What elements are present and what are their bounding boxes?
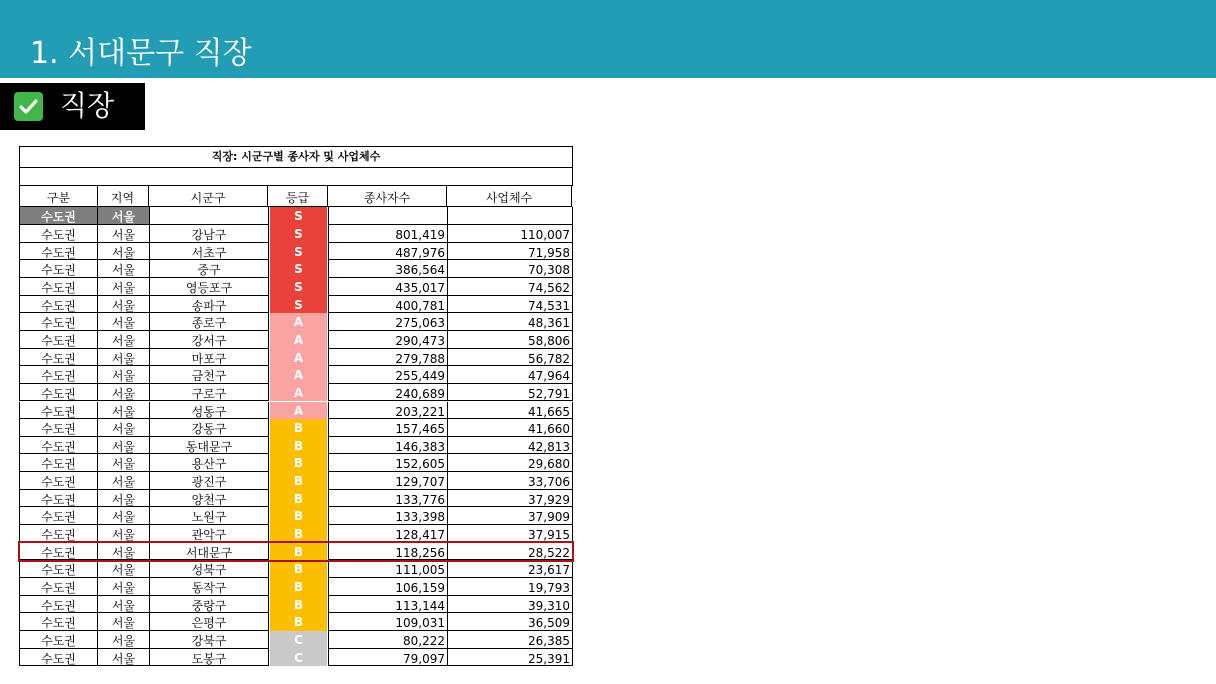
division-cell: 수도권 [19, 472, 97, 490]
region-cell: 서울 [97, 313, 149, 331]
region-cell: 서울 [97, 366, 149, 384]
businesses-cell: 52,791 [447, 384, 573, 402]
grade-cell [268, 596, 328, 614]
employees-cell: 157,465 [328, 419, 447, 437]
table-row [19, 631, 573, 649]
summary-grade-cell [268, 207, 328, 225]
grade-cell [268, 349, 328, 367]
businesses-cell: 74,531 [447, 296, 573, 314]
region-cell: 서울 [97, 260, 149, 278]
grade-badge: C [270, 649, 327, 667]
grade-cell [268, 649, 328, 667]
grade-cell [268, 472, 328, 490]
region-cell: 서울 [97, 578, 149, 596]
region-cell: 서울 [97, 631, 149, 649]
businesses-cell: 70,308 [447, 260, 573, 278]
grade-badge: S [270, 207, 327, 225]
region-cell: 서울 [97, 278, 149, 296]
table-row [19, 437, 573, 455]
division-cell: 수도권 [19, 349, 97, 367]
region-cell: 서울 [97, 507, 149, 525]
table-row [19, 613, 573, 631]
employees-cell: 80,222 [328, 631, 447, 649]
region-cell: 서울 [97, 384, 149, 402]
district-cell: 노원구 [149, 507, 268, 525]
businesses-cell: 56,782 [447, 349, 573, 367]
slide-title: 1. 서대문구 직장 [30, 36, 252, 71]
table-row [19, 331, 573, 349]
district-cell: 중구 [149, 260, 268, 278]
district-cell: 강동구 [149, 419, 268, 437]
businesses-cell: 37,909 [447, 507, 573, 525]
employees-cell: 129,707 [328, 472, 447, 490]
grade-cell [268, 613, 328, 631]
grade-badge: S [270, 296, 327, 314]
district-cell: 서대문구 [149, 543, 268, 561]
summary-district [149, 207, 268, 225]
grade-badge: B [270, 507, 327, 525]
division-cell: 수도권 [19, 384, 97, 402]
region-cell: 서울 [97, 437, 149, 455]
division-cell: 수도권 [19, 649, 97, 667]
grade-cell [268, 578, 328, 596]
summary-employees [328, 207, 447, 225]
grade-badge: S [270, 225, 327, 243]
region-cell: 서울 [97, 243, 149, 261]
division-cell: 수도권 [19, 631, 97, 649]
division-cell: 수도권 [19, 278, 97, 296]
district-cell: 송파구 [149, 296, 268, 314]
grade-cell [268, 437, 328, 455]
region-cell: 서울 [97, 454, 149, 472]
table-row [19, 596, 573, 614]
header-division: 구분 [19, 186, 98, 207]
region-cell: 서울 [97, 419, 149, 437]
region-cell: 서울 [97, 525, 149, 543]
district-cell: 성동구 [149, 402, 268, 420]
grade-badge: B [270, 419, 327, 437]
employees-cell: 386,564 [328, 260, 447, 278]
employees-cell: 133,776 [328, 490, 447, 508]
header-businesses: 사업체수 [447, 186, 572, 207]
table-row [19, 296, 573, 314]
businesses-cell: 41,665 [447, 402, 573, 420]
grade-cell [268, 296, 328, 314]
table-row [19, 349, 573, 367]
grade-cell [268, 507, 328, 525]
grade-badge: S [270, 243, 327, 261]
table-row [19, 419, 573, 437]
division-cell: 수도권 [19, 525, 97, 543]
employees-cell: 279,788 [328, 349, 447, 367]
division-cell: 수도권 [19, 402, 97, 420]
employees-cell: 113,144 [328, 596, 447, 614]
region-cell: 서울 [97, 296, 149, 314]
employees-cell: 203,221 [328, 402, 447, 420]
table-row [19, 260, 573, 278]
grade-cell [268, 490, 328, 508]
header-region: 지역 [97, 186, 149, 207]
district-cell: 동작구 [149, 578, 268, 596]
district-cell: 동대문구 [149, 437, 268, 455]
businesses-cell: 25,391 [447, 649, 573, 667]
district-cell: 광진구 [149, 472, 268, 490]
employees-cell: 290,473 [328, 331, 447, 349]
grade-cell [268, 260, 328, 278]
region-cell: 서울 [97, 402, 149, 420]
division-cell: 수도권 [19, 331, 97, 349]
grade-cell [268, 366, 328, 384]
businesses-cell: 58,806 [447, 331, 573, 349]
employees-cell: 128,417 [328, 525, 447, 543]
division-cell: 수도권 [19, 366, 97, 384]
division-cell: 수도권 [19, 260, 97, 278]
table-row [19, 649, 573, 667]
grade-cell [268, 419, 328, 437]
district-cell: 영등포구 [149, 278, 268, 296]
district-cell: 강남구 [149, 225, 268, 243]
businesses-cell: 110,007 [447, 225, 573, 243]
table-row [19, 278, 573, 296]
grade-badge: B [270, 560, 327, 578]
district-cell: 마포구 [149, 349, 268, 367]
grade-cell [268, 243, 328, 261]
grade-badge: A [270, 313, 327, 331]
businesses-cell: 47,964 [447, 366, 573, 384]
district-cell: 강서구 [149, 331, 268, 349]
businesses-cell: 36,509 [447, 613, 573, 631]
summary-businesses [447, 207, 573, 225]
grade-badge: B [270, 613, 327, 631]
businesses-cell: 28,522 [447, 543, 573, 561]
table-row [19, 560, 573, 578]
section-title: 직장 [60, 89, 115, 122]
grade-badge: B [270, 525, 327, 543]
grade-cell [268, 278, 328, 296]
employees-cell: 133,398 [328, 507, 447, 525]
region-cell: 서울 [97, 560, 149, 578]
grade-cell [268, 454, 328, 472]
grade-cell [268, 313, 328, 331]
region-cell: 서울 [97, 649, 149, 667]
region-cell: 서울 [97, 613, 149, 631]
table-row [19, 313, 573, 331]
summary-row [19, 207, 573, 225]
division-cell: 수도권 [19, 596, 97, 614]
businesses-cell: 74,562 [447, 278, 573, 296]
division-cell: 수도권 [19, 454, 97, 472]
employment-table [19, 146, 573, 666]
division-cell: 수도권 [19, 313, 97, 331]
grade-badge: C [270, 631, 327, 649]
employees-cell: 435,017 [328, 278, 447, 296]
division-cell: 수도권 [19, 613, 97, 631]
division-cell: 수도권 [19, 419, 97, 437]
grade-cell [268, 384, 328, 402]
header-employees: 종사자수 [328, 186, 447, 207]
grade-badge: B [270, 490, 327, 508]
businesses-cell: 33,706 [447, 472, 573, 490]
table-row [19, 384, 573, 402]
grade-badge: A [270, 402, 327, 420]
district-cell: 도봉구 [149, 649, 268, 667]
employees-cell: 275,063 [328, 313, 447, 331]
region-cell: 서울 [97, 472, 149, 490]
division-cell: 수도권 [19, 437, 97, 455]
district-cell: 강북구 [149, 631, 268, 649]
division-cell: 수도권 [19, 243, 97, 261]
header-bar [0, 0, 1216, 78]
table-row [19, 454, 573, 472]
section-label [0, 83, 145, 130]
grade-badge: B [270, 454, 327, 472]
businesses-cell: 29,680 [447, 454, 573, 472]
grade-badge: B [270, 543, 327, 561]
table-row [19, 507, 573, 525]
district-cell: 성북구 [149, 560, 268, 578]
businesses-cell: 23,617 [447, 560, 573, 578]
grade-cell [268, 560, 328, 578]
table-row [19, 402, 573, 420]
employees-cell: 255,449 [328, 366, 447, 384]
division-cell: 수도권 [19, 490, 97, 508]
summary-division: 수도권 [19, 207, 97, 225]
businesses-cell: 19,793 [447, 578, 573, 596]
grade-badge: S [270, 278, 327, 296]
region-cell: 서울 [97, 349, 149, 367]
table-blank-row [19, 167, 573, 186]
district-cell: 중랑구 [149, 596, 268, 614]
employees-cell: 79,097 [328, 649, 447, 667]
table-row [19, 472, 573, 490]
division-cell: 수도권 [19, 225, 97, 243]
grade-cell [268, 631, 328, 649]
table-title: 직장: 시군구별 종사자 및 사업체수 [19, 146, 573, 168]
region-cell: 서울 [97, 596, 149, 614]
district-cell: 서초구 [149, 243, 268, 261]
district-cell: 종로구 [149, 313, 268, 331]
highlight-box [18, 541, 574, 562]
division-cell: 수도권 [19, 543, 97, 561]
employees-cell: 400,781 [328, 296, 447, 314]
businesses-cell: 71,958 [447, 243, 573, 261]
employees-cell: 146,383 [328, 437, 447, 455]
district-cell: 용산구 [149, 454, 268, 472]
employees-cell: 152,605 [328, 454, 447, 472]
businesses-cell: 48,361 [447, 313, 573, 331]
table-row [19, 366, 573, 384]
region-cell: 서울 [97, 543, 149, 561]
grade-cell [268, 331, 328, 349]
district-cell: 구로구 [149, 384, 268, 402]
employees-cell: 487,976 [328, 243, 447, 261]
businesses-cell: 37,915 [447, 525, 573, 543]
district-cell: 양천구 [149, 490, 268, 508]
region-cell: 서울 [97, 490, 149, 508]
grade-badge: A [270, 349, 327, 367]
businesses-cell: 42,813 [447, 437, 573, 455]
division-cell: 수도권 [19, 296, 97, 314]
table-row [19, 243, 573, 261]
check-mark-icon [14, 92, 43, 121]
businesses-cell: 41,660 [447, 419, 573, 437]
grade-badge: B [270, 437, 327, 455]
region-cell: 서울 [97, 225, 149, 243]
employees-cell: 118,256 [328, 543, 447, 561]
table-row [19, 225, 573, 243]
employees-cell: 240,689 [328, 384, 447, 402]
division-cell: 수도권 [19, 578, 97, 596]
grade-badge: S [270, 260, 327, 278]
grade-cell [268, 402, 328, 420]
grade-badge: B [270, 472, 327, 490]
grade-badge: A [270, 366, 327, 384]
division-cell: 수도권 [19, 560, 97, 578]
header-district: 시군구 [149, 186, 268, 207]
employees-cell: 111,005 [328, 560, 447, 578]
grade-badge: A [270, 384, 327, 402]
employees-cell: 106,159 [328, 578, 447, 596]
businesses-cell: 39,310 [447, 596, 573, 614]
businesses-cell: 26,385 [447, 631, 573, 649]
grade-badge: A [270, 331, 327, 349]
summary-region: 서울 [97, 207, 149, 225]
region-cell: 서울 [97, 331, 149, 349]
employees-cell: 801,419 [328, 225, 447, 243]
division-cell: 수도권 [19, 507, 97, 525]
grade-badge: B [270, 596, 327, 614]
district-cell: 관악구 [149, 525, 268, 543]
header-grade: 등급 [268, 186, 328, 207]
table-row [19, 578, 573, 596]
grade-cell [268, 225, 328, 243]
businesses-cell: 37,929 [447, 490, 573, 508]
district-cell: 금천구 [149, 366, 268, 384]
grade-badge: B [270, 578, 327, 596]
table-row [19, 490, 573, 508]
employees-cell: 109,031 [328, 613, 447, 631]
district-cell: 은평구 [149, 613, 268, 631]
